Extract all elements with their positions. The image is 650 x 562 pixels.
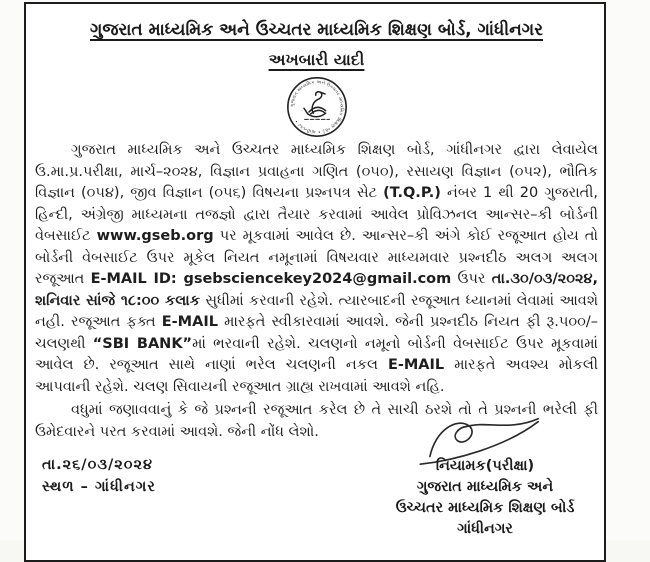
board-seal-icon: [286, 76, 348, 138]
body-paragraph-1: ગુજરાત માધ્યમિક અને ઉચ્ચતર માધ્યમિક શિક્ષણ બોર્ડ, ગાંધીનગર દ્વારા લેવાયેલ ઉ.મા.પ્ર.પરીક્ષા, માર્ચ–૨૦૨૪, વિજ્ઞાન પ્રવાહના ગણિત (૦૫૦), રસાયણ વિજ્ઞાન (૦૫૨), ભૌતિક વિજ્ઞાન (૦૫૪), જીવ વિજ્ઞાન (૦૫૬) વિષયના પ્રશ્નપત્ર સેટ (T.Q.P.) નંબર 1 થી 20 ગુજરાતી, હિન્દી, અંગ્રેજી માધ્યમના તજજ્ઞો દ્વારા તૈયાર કરવામાં આવેલ પ્રોવિઝનલ આન્સર–કી બોર્ડની વેબસાઈટ www.gseb.org પર મૂકવામાં આવેલ છે. આન્સર–કી અંગે કોઈ રજૂઆત હોય તો બોર્ડની વેબસાઈટ ઉપર મૂકેલ નિયત નમૂનામાં વિષયવાર માધ્યમવાર પ્રશ્નદીઠ અલગ અલગ રજૂઆત E-MAIL ID: gsebsciencekey2024@gmail.com ઉપર તા.૩૦/૦૩/૨૦૨૪, શનિવાર સાંજે ૧૮:૦૦ કલાક સુધીમાં કરવાની રહેશે. ત્યારબાદની રજૂઆત ધ્યાનમાં લેવામાં આવશે નહી. રજૂઆત ફક્ત E-MAIL મારફતે સ્વીકારવામાં આવશે. જેની પ્રશ્નદીઠ નિયત ફી રૂ.૫૦૦/– ચલણથી “SBI BANK”માં ભરવાની રહેશે. ચલણનો નમૂનો બોર્ડની વેબસાઈટ ઉપર મૂકવામાં આવેલ છે. રજૂઆત સાથે નાણાં ભરેલ ચલણની નકલ E-MAIL મારફતે અવશ્ય મોકલી આપવાની રહેશે. ચલણ સિવાયની રજૂઆત ગ્રાહ્ય રાખવામાં આવશે નહિ.: [35, 142, 599, 395]
date-line: તા.૨૬/૦૩/૨૦૨૪: [42, 457, 154, 473]
signatory-org-line-3: ગાંધીનગર: [457, 521, 513, 537]
date-place-block: [42, 454, 156, 498]
body-paragraph-2: વધુમાં જણાવવાનું કે જે પ્રશ્નની રજૂઆત કરેલ છે તે સાચી ઠરશે તો તે પ્રશ્નની ભરેલી ફી ઉમેદવારને પરત કરવામાં આવશે. જેની નોંધ લેશો.: [35, 402, 598, 440]
signatory-org-line-1: ગુજરાત માધ્યમિક અને: [416, 479, 554, 495]
seal-ring-text: ગુજરાત માધ્યમિક અને ઉચ્ચતર માધ્યમિક શિક્ષણ બોર્ડ • ગાંધીનગર •: [289, 80, 344, 134]
place-line: સ્થળ – ગાંધીનગર: [42, 479, 156, 495]
swan-emblem-icon: [303, 92, 328, 120]
press-note-subtitle: અખબારી યાદી: [268, 50, 365, 69]
signature-block: [378, 412, 592, 540]
signatory-org-line-2: ઉચ્ચતર માધ્યમિક શિક્ષણ બોર્ડ: [395, 500, 575, 516]
signatory-designation: નિયામક(પરીક્ષા): [435, 458, 535, 474]
board-title: ગુજરાત માધ્યમિક અને ઉચ્ચતર માધ્યમિક શિક્ષણ બોર્ડ, ગાંધીનગર: [89, 20, 543, 40]
page-border-frame: [24, 2, 606, 562]
